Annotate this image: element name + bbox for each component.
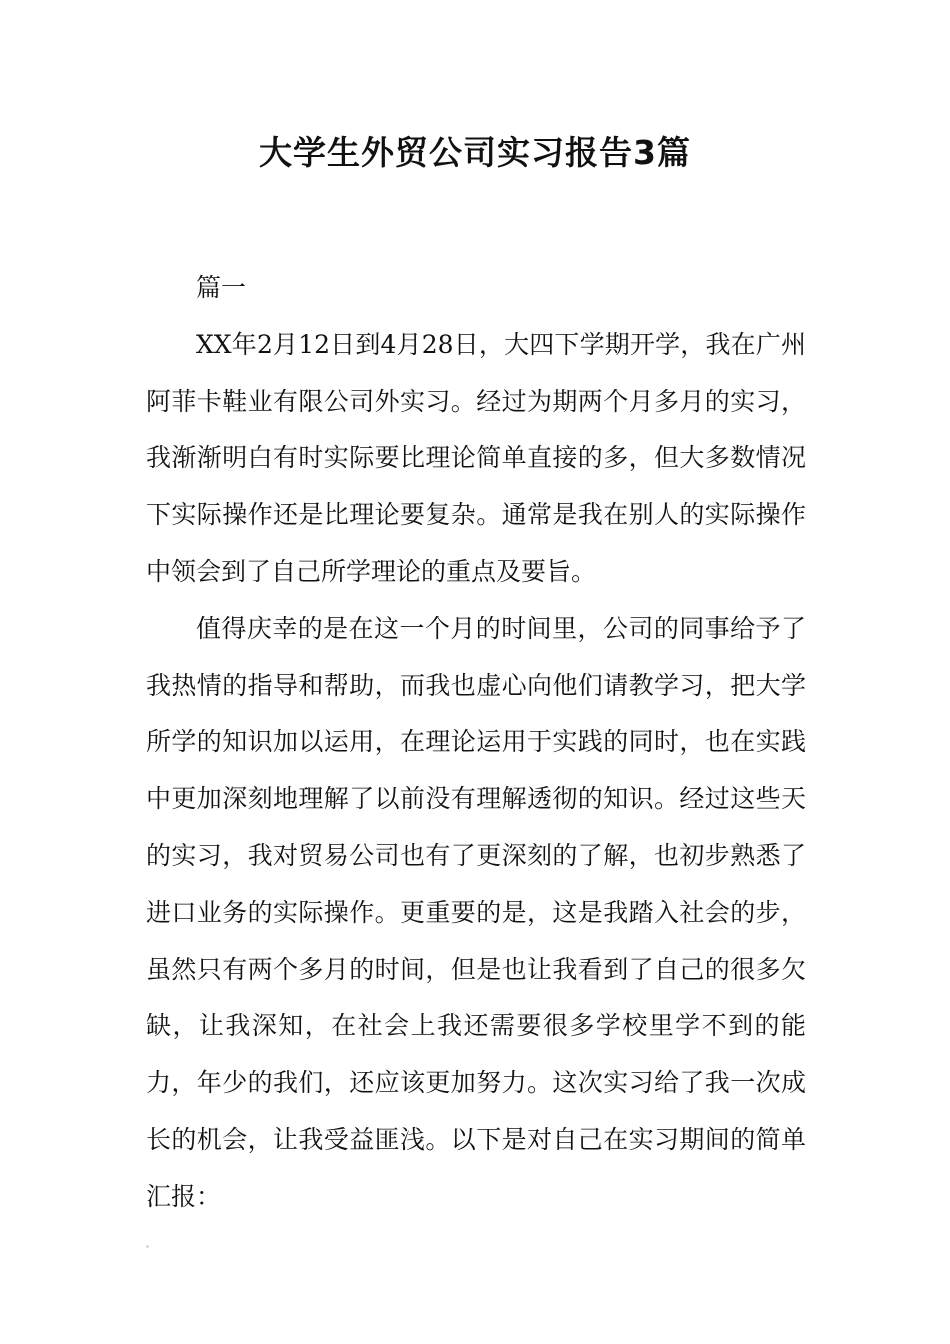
section-heading: 篇一 [196,273,247,302]
page-speck [146,1245,149,1248]
paragraph-2: 值得庆幸的是在这一个月的时间里，公司的同事给予了我热情的指导和帮助，而我也虚心向他们请教学习，把大学所学的知识加以运用，在理论运用于实践的同时，也在实践中更加深刻地理解了以前没有理解透彻的知识。经过这些天的实习，我对贸易公司也有了更深刻的了解，也初步熟悉了进口业务的实际操作。更重要的是，这是我踏入社会的步，虽然只有两个多月的时间，但是也让我看到了自己的很多欠缺，让我深知，在社会上我还需要很多学校里学不到的能力，年少的我们，还应该更加努力。这次实习给了我一次成长的机会，让我受益匪浅。以下是对自己在实习期间的简单汇报： [146,613,806,1211]
paragraph-1: XX年2月12日到4月28日，大四下学期开学，我在广州阿菲卡鞋业有限公司外实习。经过为期两个月多月的实习，我渐渐明白有时实际要比理论简单直接的多，但大多数情况下实际操作还是比理论要复杂。通常是我在别人的实际操作中领会到了自己所学理论的重点及要旨。 [146,329,806,586]
document-body [146,260,806,1226]
document-title: 大学生外贸公司实习报告3篇 [259,133,691,172]
